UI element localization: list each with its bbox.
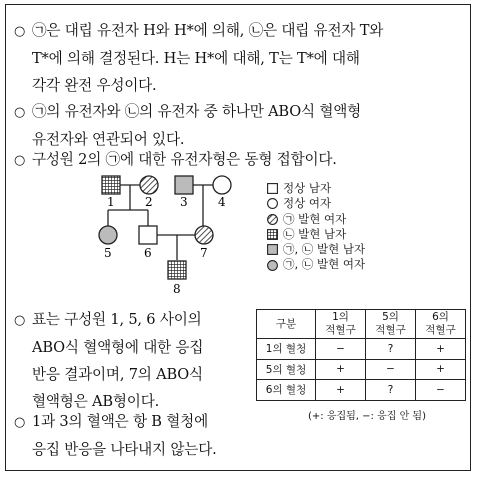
table-col-header: 6의 적혈구 xyxy=(416,310,466,339)
member-3-label: 3 xyxy=(180,195,188,209)
member-6-label: 6 xyxy=(144,246,152,260)
table-row xyxy=(257,380,466,401)
row-header: 5의 혈청 xyxy=(257,359,316,380)
table-corner: 구분 xyxy=(257,310,316,339)
table-col-header: 5의 적혈구 xyxy=(366,310,416,339)
legend-label: 정상 여자 xyxy=(283,196,332,211)
member-8-label: 8 xyxy=(173,282,181,296)
text-line: ㉠의 유전자와 ㉡의 유전자 중 하나만 ABO식 혈액형 xyxy=(32,103,362,120)
bullet: ○ xyxy=(14,105,26,120)
text-line: ㉠은 대립 유전자 H와 H*에 의해, ㉡은 대립 유전자 T와 xyxy=(32,22,384,39)
legend-item xyxy=(267,257,365,272)
table-cell: − xyxy=(316,339,366,360)
table-row xyxy=(257,359,466,380)
member-7-label: 7 xyxy=(200,246,208,260)
text-line: 응집 반응을 나타내지 않는다. xyxy=(32,441,217,458)
legend-label: 정상 남자 xyxy=(283,181,332,195)
condition-paragraph-4 xyxy=(14,306,203,415)
agglutination-table xyxy=(256,309,466,401)
legend-item xyxy=(267,181,365,196)
legend-label: ㉡ 발현 남자 xyxy=(283,226,347,241)
legend-item xyxy=(267,212,365,227)
legend-label: ㉠ 발현 여자 xyxy=(283,211,347,226)
condition-paragraph-5 xyxy=(14,408,217,463)
text-line: 구성원 2의 ㉠에 대한 유전자형은 동형 접합이다. xyxy=(32,151,337,168)
table-cell: + xyxy=(416,339,466,360)
both-female-icon xyxy=(267,260,278,271)
member-8-symbol xyxy=(168,261,186,279)
both-male-icon xyxy=(267,244,278,255)
member-4-symbol xyxy=(213,176,231,194)
legend-item xyxy=(267,227,365,242)
bullet: ○ xyxy=(14,313,26,328)
table-cell: + xyxy=(316,359,366,380)
table-col-header: 1의 적혈구 xyxy=(316,310,366,339)
bullet: ○ xyxy=(14,153,26,168)
bullet: ○ xyxy=(14,415,26,430)
table-cell: ? xyxy=(366,339,416,360)
text-line: 반응 결과이며, 7의 ABO식 xyxy=(32,366,203,383)
legend-item xyxy=(267,196,365,211)
table-note: (+: 응집됨, −: 응집 안 됨) xyxy=(308,411,426,422)
text-line: 각각 완전 우성이다. xyxy=(32,77,157,94)
legend-label: ㉠, ㉡ 발현 남자 xyxy=(283,242,366,257)
table-cell: − xyxy=(416,380,466,401)
member-1-label: 1 xyxy=(107,195,115,209)
member-1-symbol xyxy=(102,176,120,194)
member-2-label: 2 xyxy=(145,195,153,209)
pedigree-legend xyxy=(267,181,365,273)
trait-a-female-icon xyxy=(267,214,278,225)
normal-female-icon xyxy=(267,198,278,209)
member-7-symbol xyxy=(195,226,213,244)
row-header: 6의 혈청 xyxy=(257,380,316,401)
member-4-label: 4 xyxy=(218,195,226,209)
table-cell: − xyxy=(366,359,416,380)
text-line: 표는 구성원 1, 5, 6 사이의 xyxy=(32,311,202,328)
member-5-label: 5 xyxy=(104,246,112,260)
member-6-symbol xyxy=(139,226,157,244)
table-row xyxy=(257,339,466,360)
text-line: 유전자와 연관되어 있다. xyxy=(32,131,185,148)
table-cell: + xyxy=(316,380,366,401)
text-line: T*에 의해 결정된다. H는 H*에 대해, T는 T*에 대해 xyxy=(32,50,360,67)
row-header: 1의 혈청 xyxy=(257,339,316,360)
legend-item xyxy=(267,242,365,257)
normal-male-icon xyxy=(267,183,278,194)
member-5-symbol xyxy=(99,226,117,244)
table-cell: + xyxy=(416,359,466,380)
trait-b-male-icon xyxy=(267,229,278,240)
member-2-symbol xyxy=(140,176,158,194)
bullet: ○ xyxy=(14,24,26,39)
text-line: 1과 3의 혈액은 항 B 혈청에 xyxy=(32,413,208,430)
text-line: 혈액형은 AB형이다. xyxy=(32,393,160,410)
legend-label: ㉠, ㉡ 발현 여자 xyxy=(283,257,366,272)
table-cell: ? xyxy=(366,380,416,401)
member-3-symbol xyxy=(175,176,193,194)
text-line: ABO식 혈액형에 대한 응집 xyxy=(32,339,204,356)
